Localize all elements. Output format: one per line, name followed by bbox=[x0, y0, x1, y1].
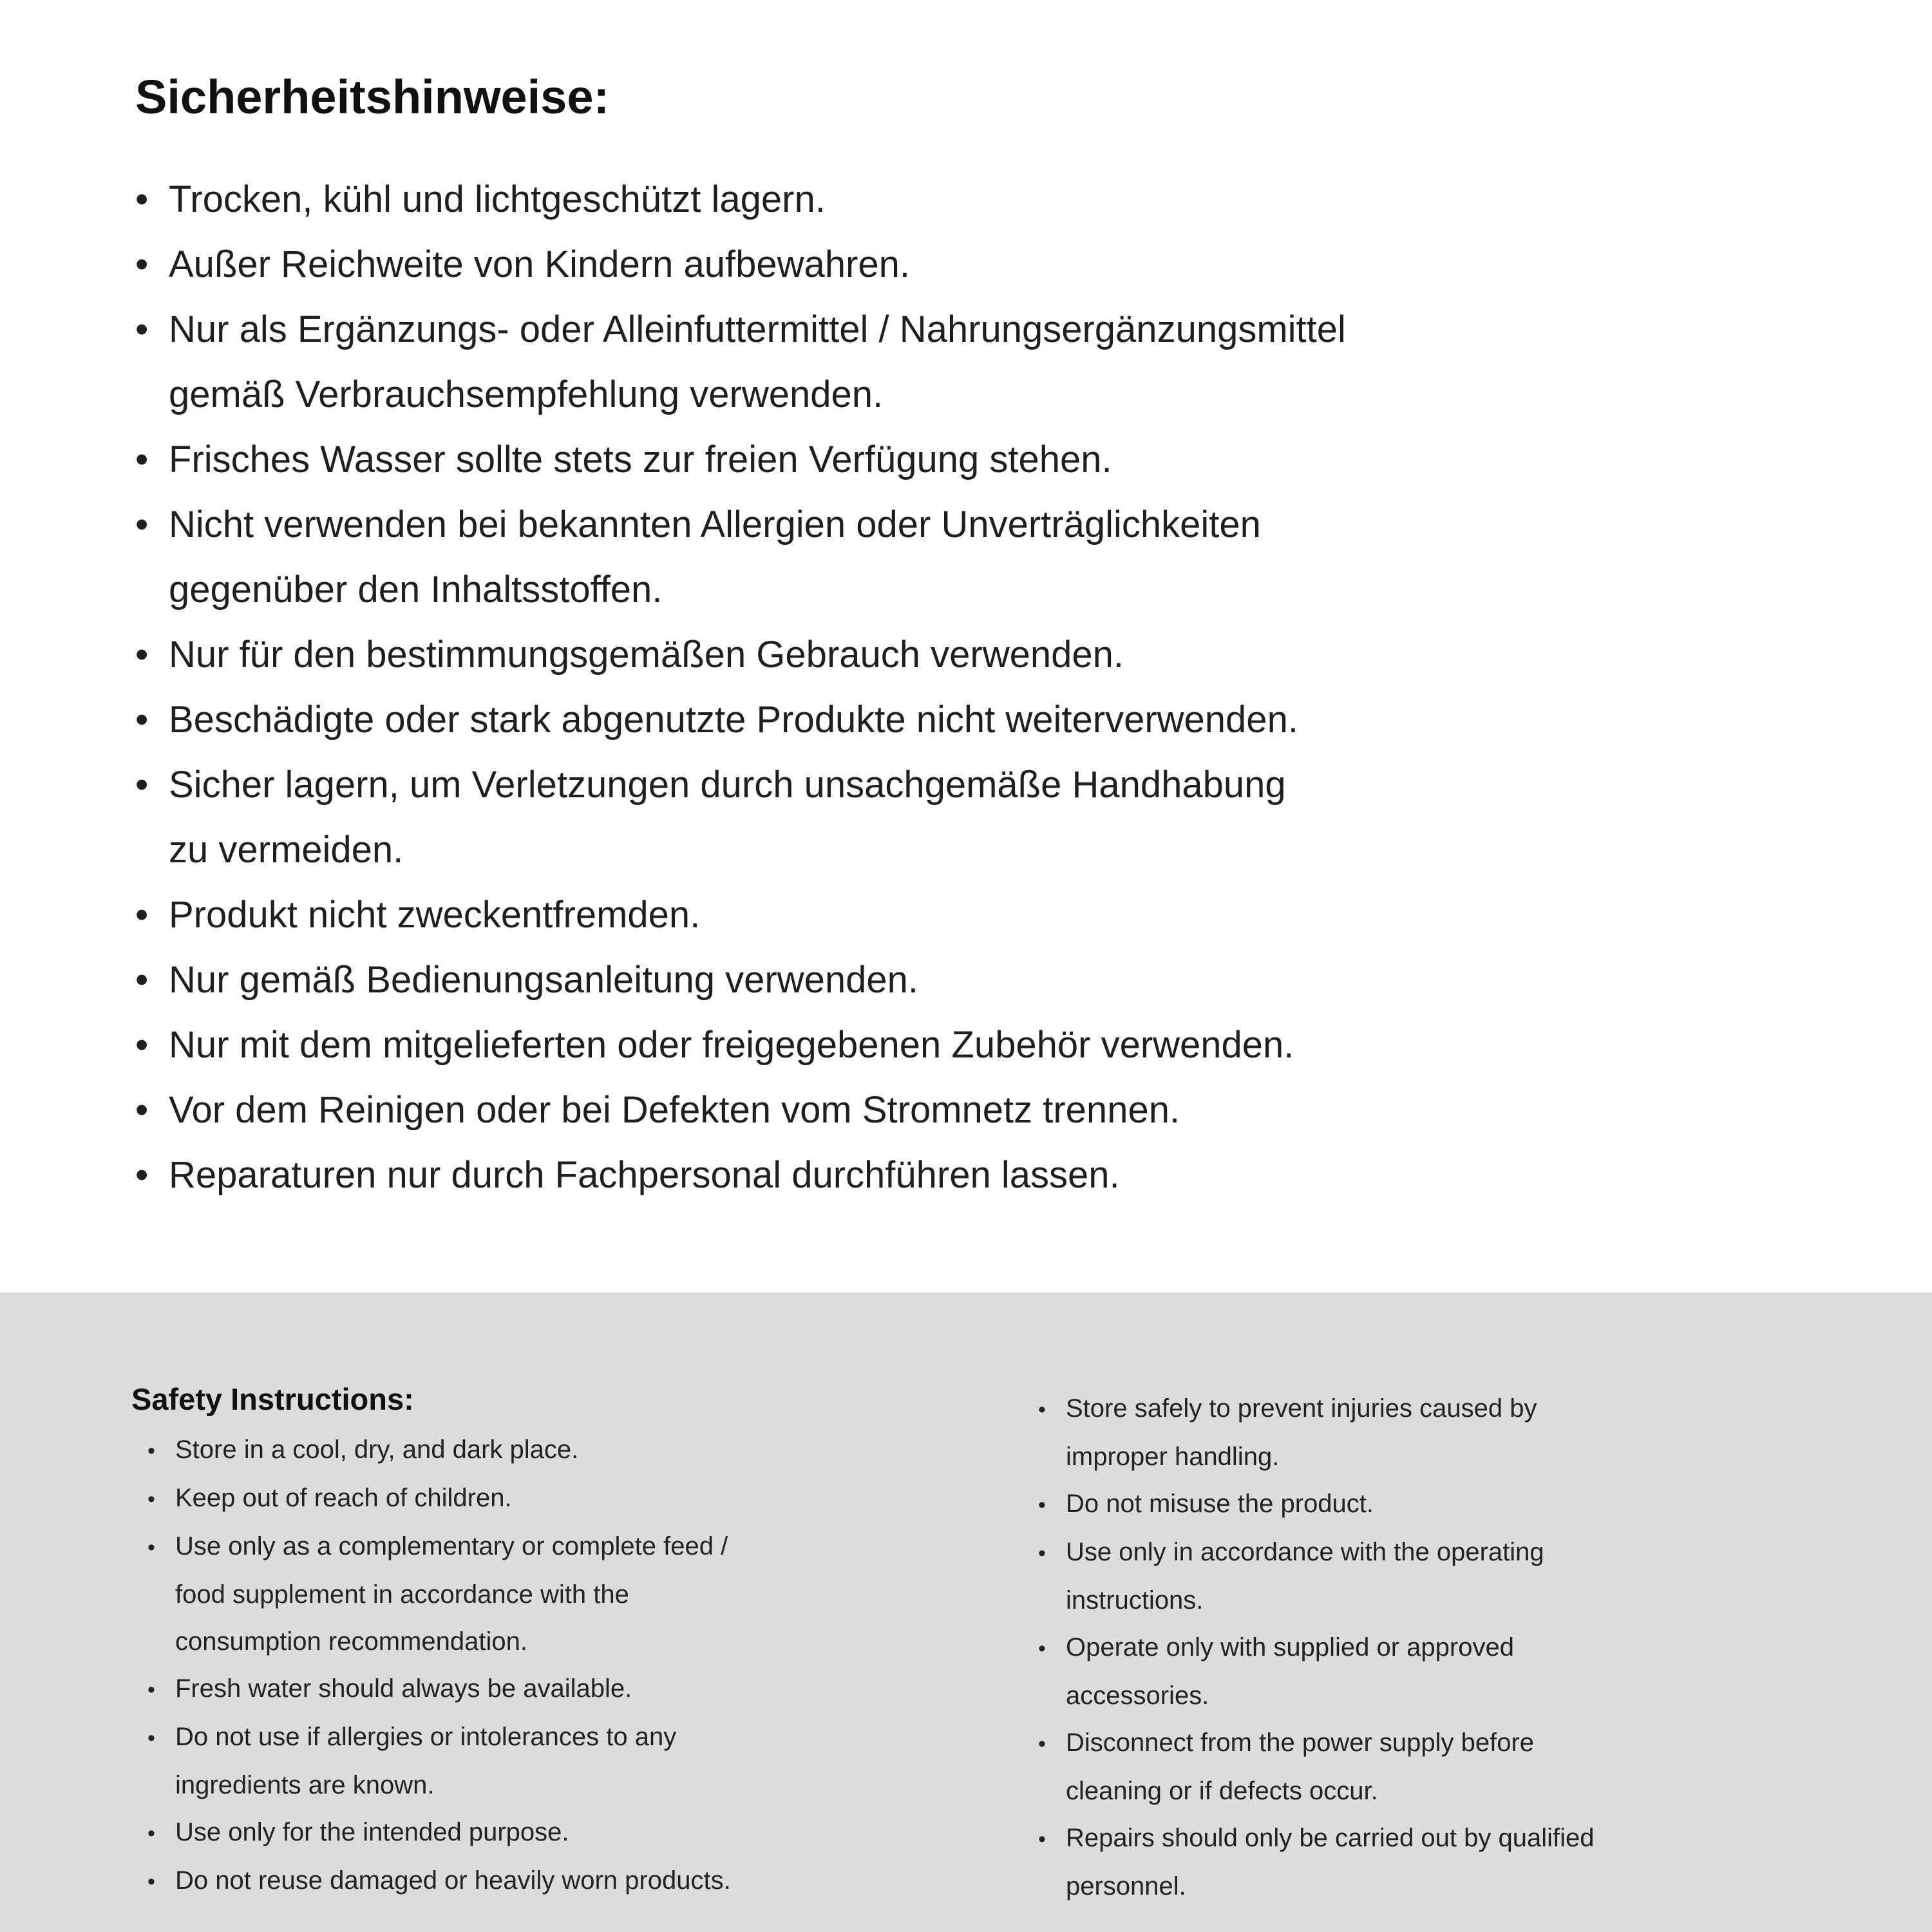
list-item: • Nur mit dem mitgelieferten oder freigegebenen Zubehör verwenden. bbox=[135, 1012, 1855, 1077]
list-item: • Nur als Ergänzungs- oder Alleinfuttermittel / Nahrungsergänzungsmittel gemäß Verbrauchsempfehlung verwenden. bbox=[135, 297, 1855, 427]
list-item: • Frisches Wasser sollte stets zur freien Verfügung stehen. bbox=[135, 427, 1855, 492]
list-item: • Vor dem Reinigen oder bei Defekten vom Stromnetz trennen. bbox=[135, 1077, 1855, 1142]
list-item: • Do not use if allergies or intolerances to any ingredients are known. bbox=[147, 1714, 1038, 1809]
english-bullet-list-left bbox=[147, 1426, 1038, 1906]
list-item: • Trocken, kühl und lichtgeschützt lagern. bbox=[135, 167, 1855, 232]
english-safety-section bbox=[0, 1293, 1932, 1932]
list-item: • Use only in accordance with the operating instructions. bbox=[1038, 1529, 1868, 1624]
english-heading: Safety Instructions: bbox=[131, 1382, 414, 1416]
list-item: • Repairs should only be carried out by qualified personnel. bbox=[1038, 1815, 1868, 1910]
list-item: • Produkt nicht zweckentfremden. bbox=[135, 882, 1855, 947]
list-item: • Do not reuse damaged or heavily worn products. bbox=[147, 1857, 1038, 1906]
english-left-column bbox=[131, 1381, 1038, 1906]
english-bullet-list-right bbox=[1038, 1385, 1868, 1910]
list-item: • Operate only with supplied or approved accessories. bbox=[1038, 1624, 1868, 1719]
german-bullet-list bbox=[135, 167, 1855, 1208]
list-item: • Use only as a complementary or complete feed / food supplement in accordance with the consumption recommendation. bbox=[147, 1523, 1038, 1665]
list-item: • Store in a cool, dry, and dark place. bbox=[147, 1426, 1038, 1475]
list-item: • Disconnect from the power supply before cleaning or if defects occur. bbox=[1038, 1719, 1868, 1815]
german-heading: Sicherheitshinweise: bbox=[135, 70, 610, 124]
list-item: • Reparaturen nur durch Fachpersonal durchführen lassen. bbox=[135, 1142, 1855, 1208]
list-item: • Sicher lagern, um Verletzungen durch unsachgemäße Handhabung zu vermeiden. bbox=[135, 752, 1855, 882]
list-item: • Keep out of reach of children. bbox=[147, 1475, 1038, 1523]
list-item: • Beschädigte oder stark abgenutzte Produkte nicht weiterverwenden. bbox=[135, 687, 1855, 752]
list-item: • Nicht verwenden bei bekannten Allergien oder Unverträglichkeiten gegenüber den Inhaltsstoffen. bbox=[135, 492, 1855, 622]
list-item: • Store safely to prevent injuries caused by improper handling. bbox=[1038, 1385, 1868, 1481]
list-item: • Nur gemäß Bedienungsanleitung verwenden. bbox=[135, 947, 1855, 1012]
list-item: • Außer Reichweite von Kindern aufbewahren. bbox=[135, 232, 1855, 297]
list-item: • Use only for the intended purpose. bbox=[147, 1809, 1038, 1857]
list-item: • Nur für den bestimmungsgemäßen Gebrauch verwenden. bbox=[135, 622, 1855, 687]
english-right-column bbox=[1038, 1381, 1868, 1910]
list-item: • Do not misuse the product. bbox=[1038, 1481, 1868, 1529]
list-item: • Fresh water should always be available. bbox=[147, 1665, 1038, 1714]
